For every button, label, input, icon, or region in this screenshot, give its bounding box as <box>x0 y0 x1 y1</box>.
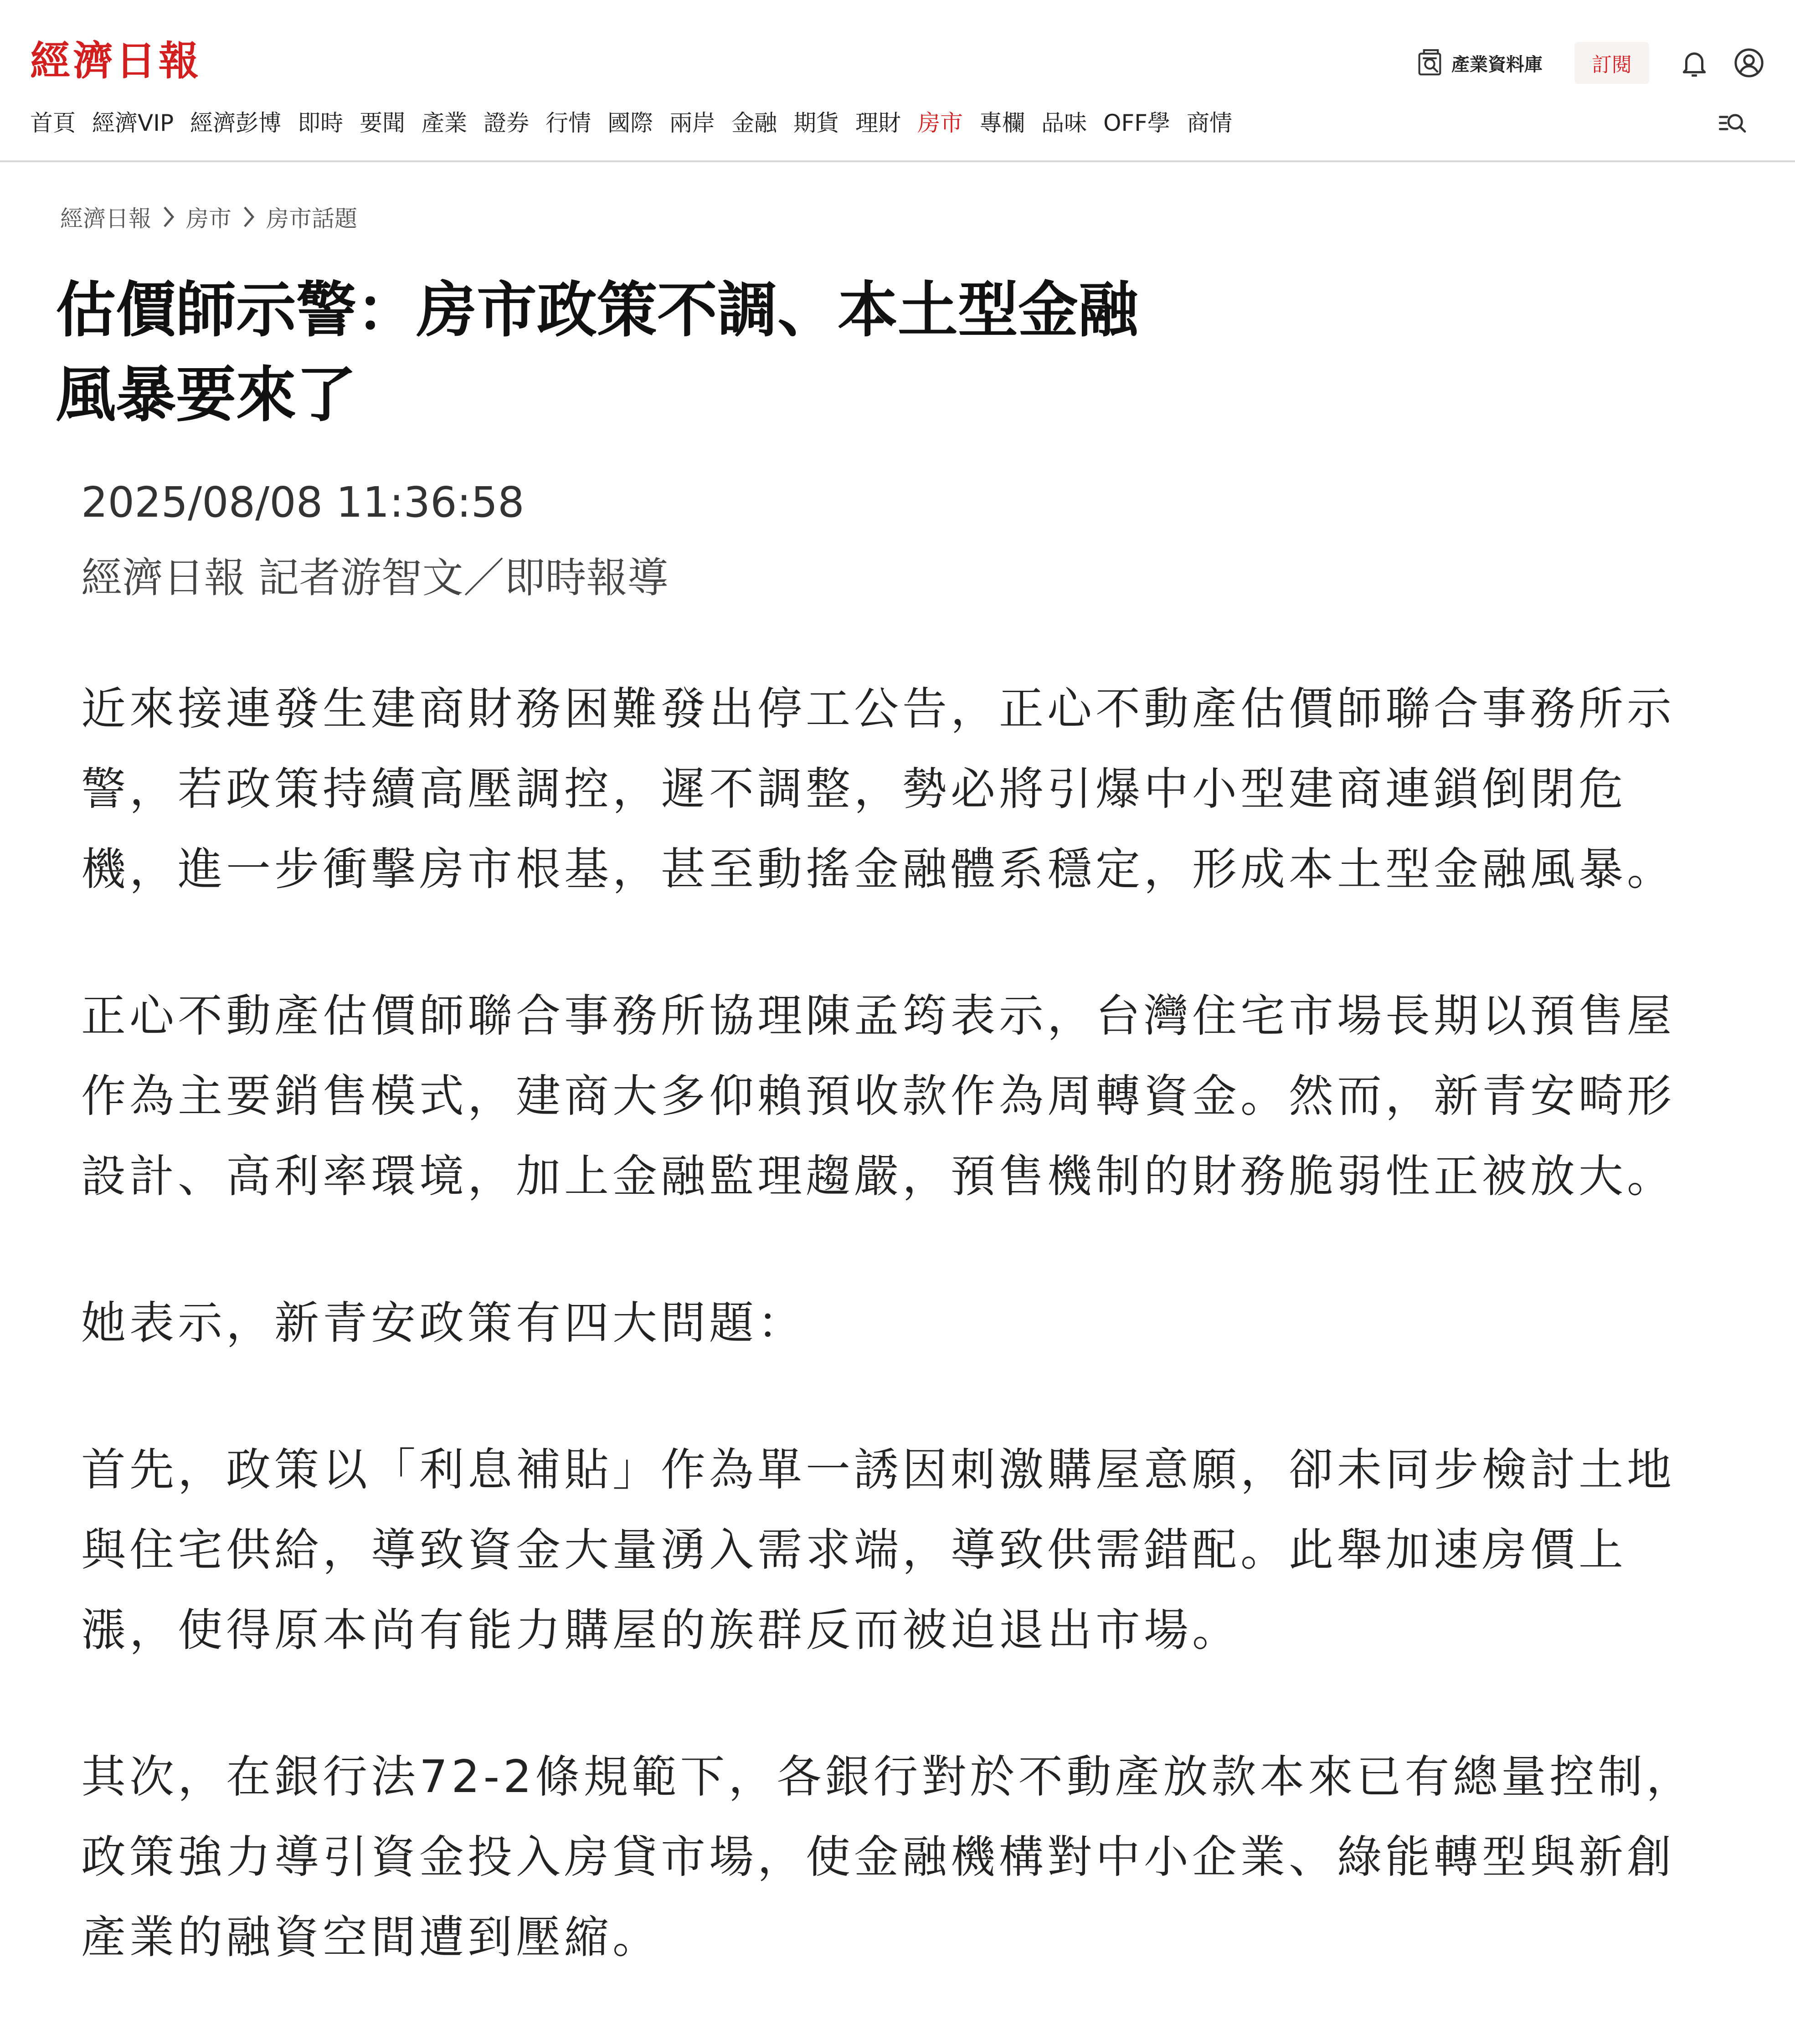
paragraph-line: 與住宅供給，導致資金大量湧入需求端，導致供需錯配。此舉加速房價上 <box>81 1524 1627 1576</box>
nav-item-columns[interactable]: 專欄 <box>979 110 1025 136</box>
industry-database-link[interactable] <box>1417 40 1543 86</box>
nav-item-real-estate[interactable]: 房市 <box>917 110 963 136</box>
nav-item-business[interactable]: 商情 <box>1186 110 1232 136</box>
paragraph-line: 產業的融資空間遭到壓縮。 <box>81 1911 661 1963</box>
nav-item-off-learning[interactable]: OFF學 <box>1103 110 1170 136</box>
article-body <box>81 669 1731 2044</box>
database-icon <box>1417 48 1445 78</box>
paragraph-line: 設計、高利率環境，加上金融監理趨嚴，預售機制的財務脆弱性正被放大。 <box>81 1150 1676 1202</box>
bell-icon <box>1678 47 1710 79</box>
nav-item-realtime[interactable]: 即時 <box>298 110 344 136</box>
chevron-right-icon <box>162 206 175 228</box>
breadcrumb-item-real-estate[interactable]: 房市 <box>186 205 231 232</box>
paragraph-line: 政策強力導引資金投入房貸市場，使金融機構對中小企業、綠能轉型與新創 <box>81 1831 1676 1883</box>
breadcrumb-separator <box>231 206 266 228</box>
nav-item-wealth[interactable]: 理財 <box>855 110 901 136</box>
paragraph-line: 其次，在銀行法72-2條規範下，各銀行對於不動產放款本來已有總量控制， <box>81 1751 1695 1803</box>
nav-item-international[interactable]: 國際 <box>607 110 653 136</box>
nav-item-securities[interactable]: 證券 <box>483 110 530 136</box>
search-button[interactable] <box>1715 106 1749 140</box>
breadcrumb-item-home[interactable]: 經濟日報 <box>60 205 151 232</box>
site-header <box>0 0 1795 162</box>
article-byline: 經濟日報 記者游智文／即時報導 <box>81 554 669 602</box>
nav-item-bloomberg[interactable]: 經濟彭博 <box>190 110 282 136</box>
breadcrumb <box>60 199 357 235</box>
article-title-line: 估價師示警：房市政策不調、本土型金融 <box>56 275 1138 345</box>
article-title-line: 風暴要來了 <box>56 360 356 430</box>
nav-item-industry[interactable]: 產業 <box>422 110 468 136</box>
subscribe-button[interactable]: 訂閱 <box>1574 42 1649 84</box>
paragraph-line: 正心不動產估價師聯合事務所協理陳孟筠表示，台灣住宅市場長期以預售屋 <box>81 990 1676 1042</box>
nav-item-finance[interactable]: 金融 <box>731 110 777 136</box>
nav-item-home[interactable]: 首頁 <box>30 110 76 136</box>
article-paragraph <box>81 1737 1731 1977</box>
article-paragraph <box>81 1283 1731 1363</box>
nav-item-cross-strait[interactable]: 兩岸 <box>669 110 715 136</box>
main-nav <box>30 106 1249 140</box>
chevron-right-icon <box>242 206 256 228</box>
article-datetime: 2025/08/08 11:36:58 <box>81 478 525 527</box>
industry-database-label: 產業資料庫 <box>1451 54 1543 75</box>
nav-item-taste[interactable]: 品味 <box>1041 110 1087 136</box>
paragraph-line: 作為主要銷售模式，建商大多仰賴預收款作為周轉資金。然而，新青安畸形 <box>81 1070 1676 1122</box>
nav-item-headlines[interactable]: 要聞 <box>360 110 406 136</box>
article-title <box>56 268 1259 437</box>
user-icon <box>1733 47 1765 79</box>
nav-item-futures[interactable]: 期貨 <box>793 110 839 136</box>
breadcrumb-item-topic[interactable]: 房市話題 <box>266 205 357 232</box>
breadcrumb-separator <box>151 206 186 228</box>
site-logo[interactable]: 經濟日報 <box>30 37 202 84</box>
nav-item-quotes[interactable]: 行情 <box>545 110 591 136</box>
paragraph-line: 首先，政策以「利息補貼」作為單一誘因刺激購屋意願，卻未同步檢討土地 <box>81 1444 1676 1496</box>
article-paragraph <box>81 976 1731 1217</box>
article-paragraph <box>81 669 1731 909</box>
paragraph-line: 警，若政策持續高壓調控，遲不調整，勢必將引爆中小型建商連鎖倒閉危 <box>81 763 1627 815</box>
header-actions <box>1417 40 1769 86</box>
account-button[interactable] <box>1728 42 1769 83</box>
search-icon <box>1718 108 1747 138</box>
paragraph-line: 漲，使得原本尚有能力購屋的族群反而被迫退出市場。 <box>81 1604 1241 1656</box>
paragraph-line: 近來接連發生建商財務困難發出停工公告，正心不動產估價師聯合事務所示 <box>81 683 1676 735</box>
paragraph-line: 她表示，新青安政策有四大問題： <box>81 1297 806 1349</box>
paragraph-line: 機，進一步衝擊房市根基，甚至動搖金融體系穩定，形成本土型金融風暴。 <box>81 843 1676 895</box>
nav-item-vip[interactable]: 經濟VIP <box>92 110 174 136</box>
article-paragraph <box>81 1430 1731 1670</box>
notification-button[interactable] <box>1674 42 1715 83</box>
